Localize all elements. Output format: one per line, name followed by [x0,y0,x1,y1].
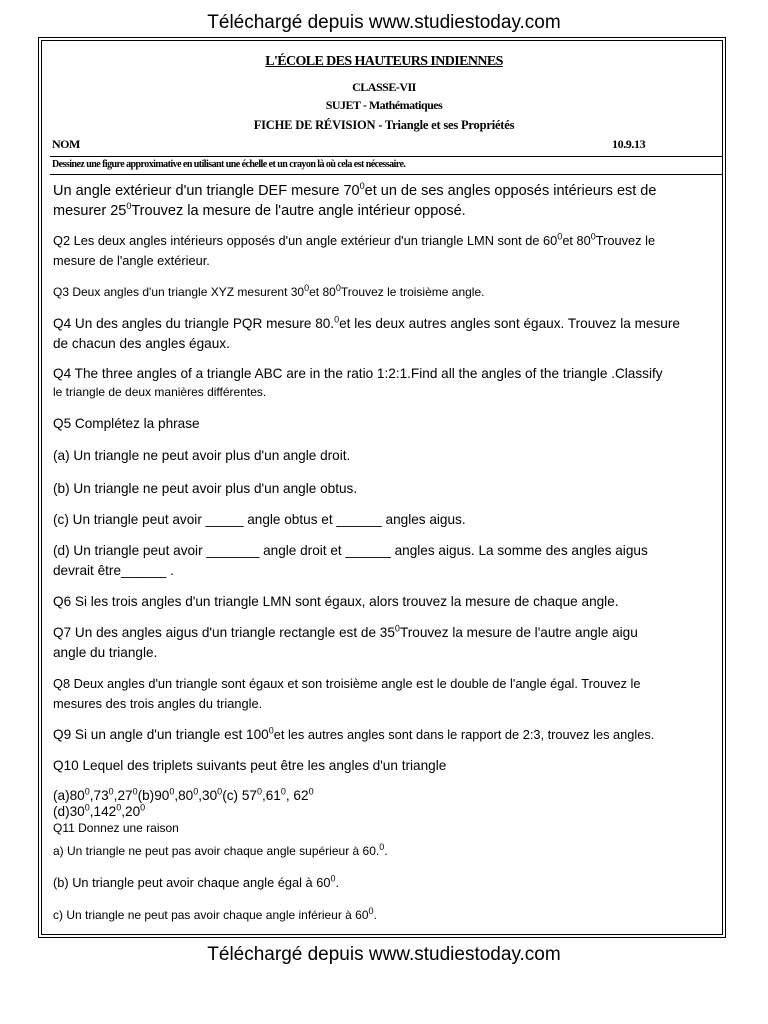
header-banner: Téléchargé depuis www.studiestoday.com [207,12,561,33]
question-5d: (d) Un triangle peut avoir _______ angle droit et ______ angles aigus. La somme des angles aigus devrait être______ . [53,543,648,578]
question-5: Q5 Complétez la phrase [53,416,200,431]
instruction-rule [50,174,723,175]
question-10: Q10 Lequel des triplets suivants peut être les angles d'un triangle [53,758,447,773]
question-5c: (c) Un triangle peut avoir _____ angle obtus et ______ angles aigus. [53,512,466,527]
subject-label: SUJET - Mathématiques [325,98,443,112]
question-3: Q3 Deux angles d'un triangle XYZ mesurent $30^0et$ $80^0Trouvez$ le troisième angle. [53,283,485,299]
question-11: Q11 Donnez une raison [53,821,179,835]
question-1: Un angle extérieur d'un triangle DEF mesure $70^0et$ un de ses angles opposés intérieurs est de mesurer $25^0Trouvez$ la mesure de l'autre angle intérieur opposé. [53,181,657,219]
instruction: Dessinez une figure approximative en utilisant une échelle et un crayon là où cela est nécessaire. [52,159,406,170]
footer-banner: Téléchargé depuis www.studiestoday.com [207,944,561,965]
header-rule [50,156,723,157]
question-11a: a) Un triangle ne peut pas avoir chaque angle supérieur à 60.$^0$. [53,842,388,858]
question-7: Q7 Un des angles aigus d'un triangle rectangle est de $35^0Trouvez$ la mesure de l'autre angle aigu angle du triangle. [53,623,638,660]
question-11c: c) Un triangle ne peut pas avoir chaque angle inférieur à $60^0$. [53,906,377,922]
class-label: CLASSE-VII [352,80,416,94]
worksheet-title: FICHE DE RÉVISION - Triangle et ses Propriétés [253,118,515,132]
date-label: 10.9.13 [612,137,646,151]
question-4: Q4 Un des angles du triangle PQR mesure 80.$^0$et les deux autres angles sont égaux. Trouvez la mesure de chacun des angles égaux. [53,314,680,351]
question-9: Q9 Si un angle d'un triangle est $100^0et$ les autres angles sont dans le rapport de 2:3, trouvez les angles. [53,725,655,742]
school-name: L'ÉCOLE DES HAUTEURS INDIENNES [265,54,503,69]
question-2: Q2 Les deux angles intérieurs opposés d'un angle extérieur d'un triangle LMN sont de $60^0et$ $80^0Trouvez$ le mesure de l'angle extérieur. [53,231,656,268]
question-10-options: $(a)80^0,73^0,27^0(b)90^0,80^0,30^0(c)$ $57^0,61^0$, $62^0$ $(d)30^0,142^0,20^0$ [53,786,314,819]
question-8: Q8 Deux angles d'un triangle sont égaux et son troisième angle est le double de l'angle égal. Trouvez le mesures des trois angles du triangle. [53,676,641,711]
question-5a: (a) Un triangle ne peut avoir plus d'un angle droit. [53,448,351,463]
question-4-ratio: Q4 The three angles of a triangle ABC are in the ratio 1:2:1.Find all the angles of the triangle .Classify le triangle de deux manières différentes. [53,366,663,399]
name-label: NOM [52,137,80,151]
question-6: Q6 Si les trois angles d'un triangle LMN sont égaux, alors trouvez la mesure de chaque angle. [53,594,619,609]
question-5b: (b) Un triangle ne peut avoir plus d'un angle obtus. [53,481,358,496]
question-11b: (b) Un triangle peut avoir chaque angle égal à $60^0$. [53,873,340,890]
